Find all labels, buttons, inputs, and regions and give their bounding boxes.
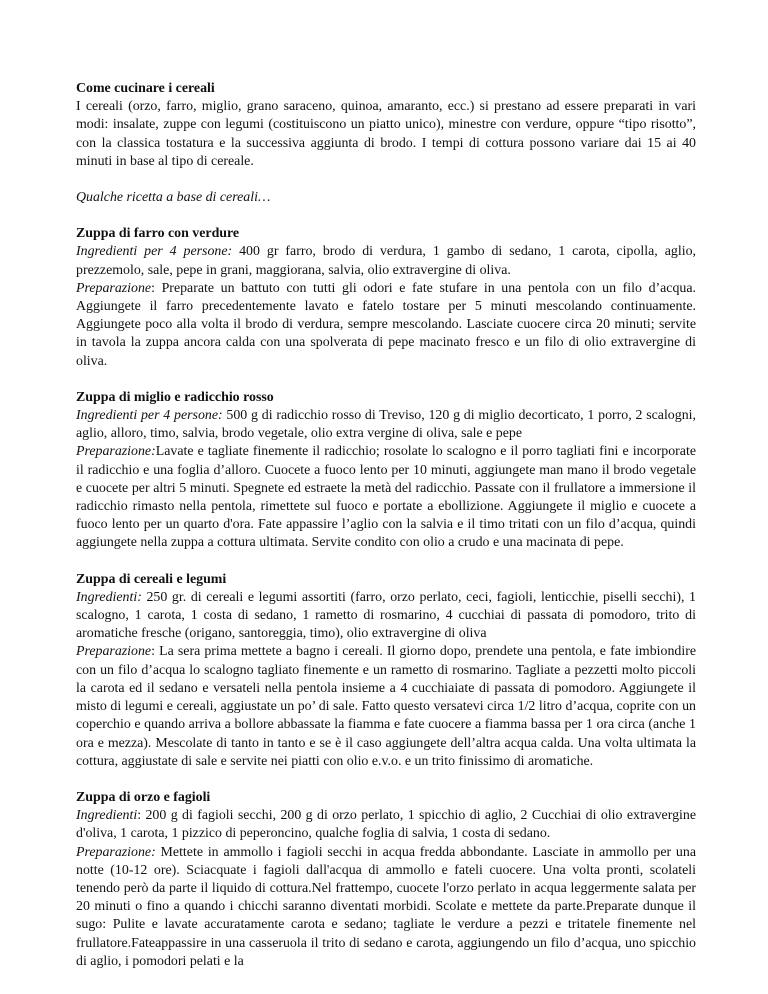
preparation-text: Mettete in ammollo i fagioli secchi in acqua fredda abbondante. Lasciate in ammollo per una notte (10-12 ore). Sciacquate i fagioli dall'acqua di ammollo e fateli cuocere. Una volta pronti, scolateli tenendo però da parte il liquido di cottura.Nel frattempo, cuocete l'orzo perlato in acqua leggermente salata per 20 minuti o fino a quando i chicchi saranno diventati morbidi. Scolate e mettete da parte.Preparate dunque il sugo: Pulite e lavate accuratamente carota e sedano; tagliate le verdure a pezzi e tritatele finemente nel frullatore.Fateappassire in una casseruola il trito di sedano e carota, aggiungendo un filo d’acqua, uno spicchio di aglio, i pomodori pelati e la xyxy=(76,844,696,969)
recipe-title: Zuppa di farro con verdure xyxy=(76,226,240,242)
recipe-ingredients xyxy=(76,243,696,279)
ingredients-text: : 200 g di fagioli secchi, 200 g di orzo perlato, 1 spicchio di aglio, 2 Cucchiai di olio extravergine d'oliva, 1 carota, 1 pizzico di peperoncino, qualche foglia di salvia, 1 costa di sedano. xyxy=(76,808,696,842)
recipe-preparation xyxy=(76,643,696,770)
recipe-title: Zuppa di orzo e fagioli xyxy=(76,789,211,805)
recipe-ingredients xyxy=(76,407,696,443)
preparation-text: : La sera prima mettete a bagno i cereali. Il giorno dopo, prendete una pentola, e fate imbiondire con un filo d’acqua lo scalogno tagliato finemente e un rametto di rosmarino. Tagliate a pezzetti molto piccoli la carota ed il sedano e versateli nella pentola insieme a 4 cucchiaiate di passata di pomodoro. Aggiungete il misto di legumi e cereali, aggiustate un po’ di sale. Fatto questo versatevi circa 1/2 litro d’acqua, coprite con un coperchio e quando arriva a bollore abbassate la fiamma e fate cuocere a fiamma bassa per 1 ora circa (anche 1 ora e mezza). Mescolate di tanto in tanto e se è il caso aggiungete dell’altra acqua calda. Una volta ultimata la cottura, aggiustate di sale e servite nei piatti con olio e.v.o. e un trito finissimo di aromatiche. xyxy=(76,644,696,769)
intro-title: Come cucinare i cereali xyxy=(76,81,215,96)
recipe-ingredients xyxy=(76,589,696,644)
ingredients-text: 400 gr farro, brodo di verdura, 1 gambo di sedano, 1 carota, cipolla, aglio, prezzemolo, sale, pepe in grani, maggiorana, salvia, olio extravergine di oliva. xyxy=(76,244,696,278)
preparation-text: : Preparate un battuto con tutti gli odori e fate stufare in una pentola con un filo d’acqua. Aggiungete il farro precedentemente lavato e fatelo tostare per 5 minuti mescolando continuamente. Aggiungete poco alla volta il brodo di verdura, sempre mescolando. Lasciate cuocere circa 20 minuti; servite in tavola la zuppa ancora calda con una spolverata di pepe macinato fresco e un filo di olio extravergine di oliva. xyxy=(76,280,696,369)
recipe-preparation xyxy=(76,443,696,552)
recipe-3 xyxy=(76,571,696,771)
preparation-text: Lavate e tagliate finemente il radicchio; rosolate lo scalogno e il porro tagliati fini e incorporate il radicchio e una foglia d’alloro. Cuocete a fuoco lento per 10 minuti, aggiungete man mano il brodo vegetale e cuocete per altri 5 minuti. Spegnete ed estraete la metà del radicchio. Passate con il frullatore a immersione il radicchio rimasto nella pentola, rimettete sul fuoco e portate a ebollizione. Aggiungete il miglio e cuocete a fuoco lento per un quarto d'ora. Fate appassire l’aglio con la salvia e il timo tritati con un filo d’acqua, quindi aggiungete nella zuppa a cottura ultimata. Servite condito con olio a crudo e una macinata di pepe. xyxy=(76,444,696,551)
recipe-4 xyxy=(76,789,696,971)
recipe-title: Zuppa di miglio e radicchio rosso xyxy=(76,389,274,405)
ingredients-label: Ingredienti: xyxy=(76,589,142,605)
ingredients-label: Ingredienti xyxy=(76,808,138,824)
recipe-ingredients xyxy=(76,807,696,843)
recipe-2 xyxy=(76,389,696,553)
ingredients-label: Ingredienti per 4 persone: xyxy=(76,244,233,260)
ingredients-text: 250 gr. di cereali e legumi assortiti (farro, orzo perlato, ceci, fagioli, lenticchie, piselli secchi), 1 scalogno, 1 carota, 1 costa di sedano, 1 rametto di rosmarino, 4 cucchiai di passata di pomodoro, trito di aromatiche fresche (origano, santoreggia, timo), olio extravergine di oliva xyxy=(76,589,696,642)
preparation-label: Preparazione: xyxy=(76,444,156,460)
recipe-preparation xyxy=(76,844,696,971)
intro-text: I cereali (orzo, farro, miglio, grano saraceno, quinoa, amaranto, ecc.) si prestano ad essere preparati in vari modi: insalate, zuppe con legumi (costituiscono un piatto unico), minestre con verdure, oppure “tipo risotto”, con la classica tostatura e la successiva aggiunta di brodo. I tempi di cottura possono variare dai 15 ai 40 minuti in base al tipo di cereale. xyxy=(76,99,696,169)
recipe-1 xyxy=(76,225,696,371)
ingredients-text: 500 g di radicchio rosso di Treviso, 120 g di miglio decorticato, 1 porro, 2 scalogni, aglio, alloro, timo, salvia, brodo vegetale, olio extra vergine di oliva, sale e pepe xyxy=(76,408,696,442)
recipe-title: Zuppa di cereali e legumi xyxy=(76,571,227,587)
recipes-subheading: Qualche ricetta a base di cereali… xyxy=(76,190,271,206)
intro-section xyxy=(76,80,696,171)
preparation-label: Preparazione xyxy=(76,644,152,660)
recipe-preparation xyxy=(76,280,696,371)
preparation-label: Preparazione xyxy=(76,280,152,296)
ingredients-label: Ingredienti per 4 persone: xyxy=(76,408,223,424)
preparation-label: Preparazione: xyxy=(76,844,156,860)
